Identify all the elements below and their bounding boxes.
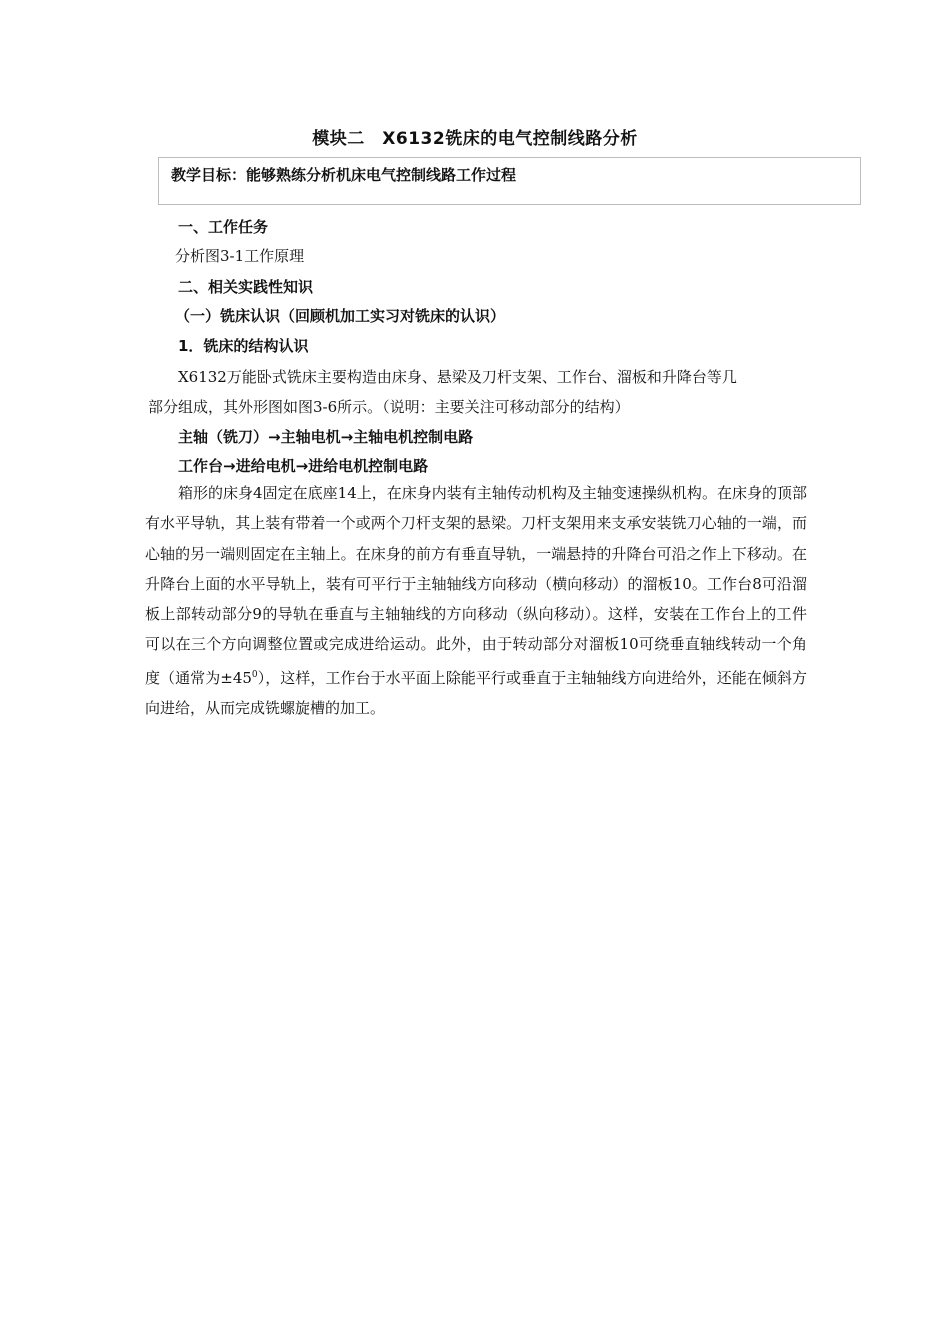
work-task-text: 分析图3-1工作原理 bbox=[175, 247, 305, 265]
intro-line-1: X6132万能卧式铣床主要构造由床身、悬梁及刀杆支架、工作台、溜板和升降台等几 bbox=[178, 368, 737, 386]
heading-work-task: 一、工作任务 bbox=[178, 218, 269, 236]
chain-spindle: 主轴（铣刀）→主轴电机→主轴电机控制电路 bbox=[178, 428, 474, 446]
body-paragraph-part-a: 箱形的床身4固定在底座14上，在床身内装有主轴传动机构及主轴变速操纵机构。在床身的顶部有水平导轨，其上装有带着一个或两个刀杆支架的悬梁。刀杆支架用来支承安装铣刀心轴的一端，而心轴的另一端则固定在主轴上。在床身的前方有垂直导轨，一端悬持的升降台可沿之作上下移动。在升降台上面的水平导轨上，装有可平行于主轴轴线方向移动（横向移动）的溜板10。工作台8可沿溜板上部转动部分9的导轨在垂直与主轴轴线的方向移动（纵向移动）。这样，安装在工作台上的工件可以在三个方向调整位置或完成进给运动。此外，由于转动部分对溜板10可绕垂直轴线转动一个角度（通常为±45 bbox=[145, 484, 807, 687]
intro-line-2: 部分组成，其外形图如图3-6所示。（说明：主要关注可移动部分的结构） bbox=[148, 398, 630, 416]
teaching-goal-box bbox=[158, 157, 861, 205]
teaching-goal-text: 教学目标：能够熟练分析机床电气控制线路工作过程 bbox=[171, 166, 517, 184]
heading-practical-knowledge: 二、相关实践性知识 bbox=[178, 278, 314, 296]
body-paragraph-part-b: ），这样，工作台于水平面上除能平行或垂直于主轴轴线方向进给外，还能在倾斜方向进给，从而完成铣螺旋槽的加工。 bbox=[145, 668, 807, 718]
chain-worktable: 工作台→进给电机→进给电机控制电路 bbox=[178, 457, 429, 475]
subheading-milling-machine: （一）铣床认识（回顾机加工实习对铣床的认识） bbox=[175, 307, 506, 325]
body-paragraph bbox=[145, 478, 807, 723]
degree-superscript: 0 bbox=[251, 669, 258, 680]
page-title: 模块二 X6132铣床的电气控制线路分析 bbox=[312, 129, 638, 149]
item-structure-heading: 1．铣床的结构认识 bbox=[178, 337, 309, 355]
